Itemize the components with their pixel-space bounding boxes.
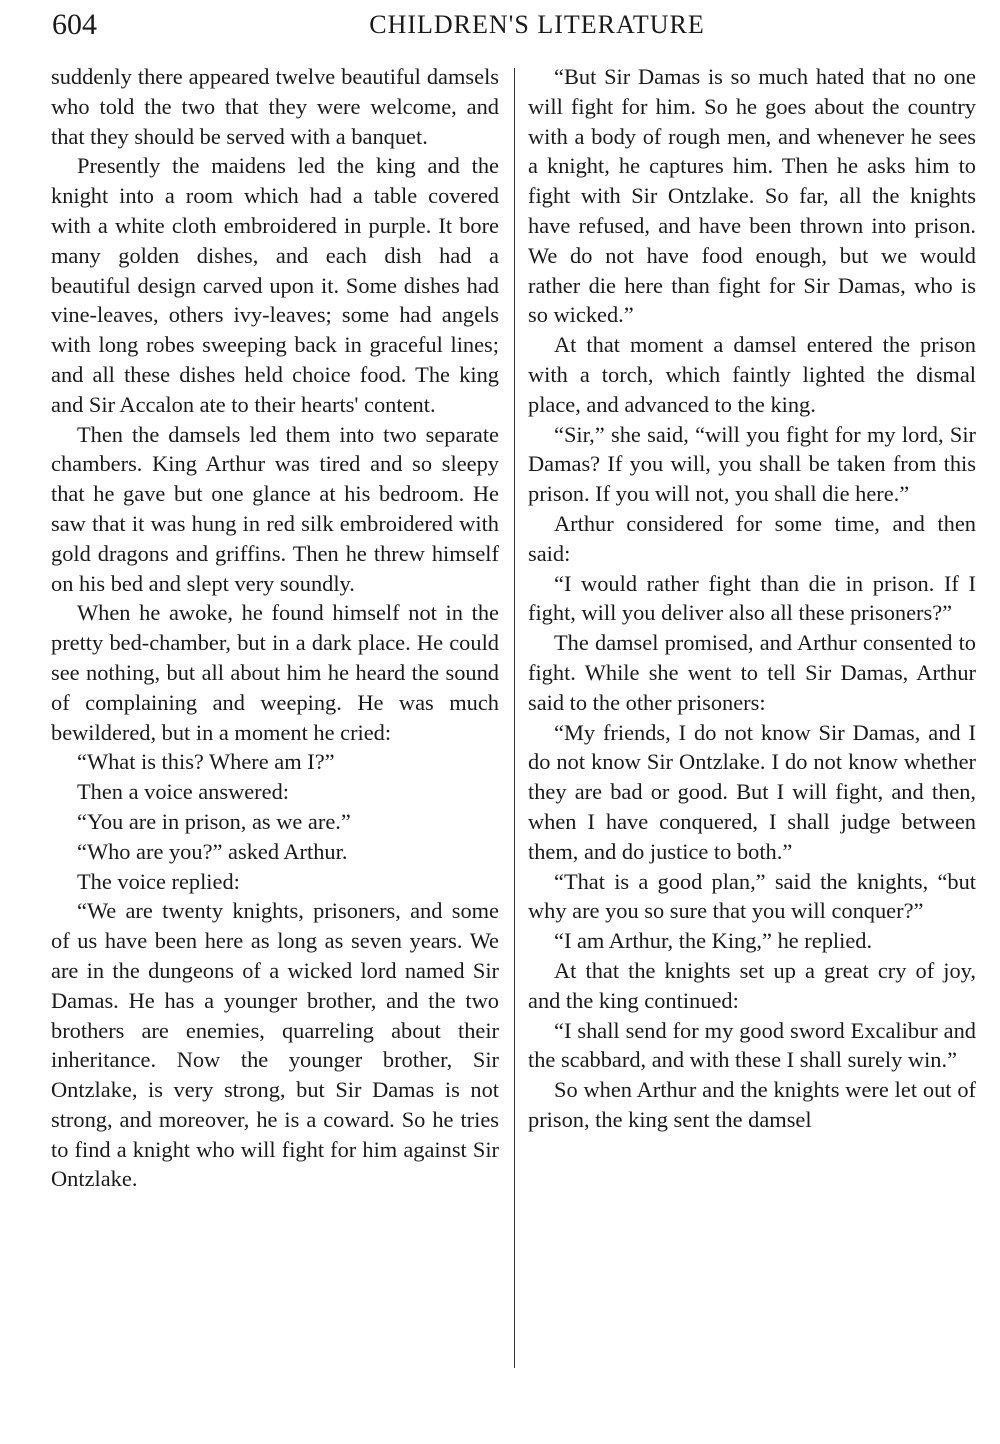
page-number: 604 — [52, 8, 97, 41]
column-divider — [514, 68, 515, 1368]
paragraph: Presently the maidens led the king and the knight into a room which had a table covered with a white cloth embroidered in purple. It bore many golden dishes, and each dish had a beautiful design carved upon it. Some dishes had vine-leaves, others ivy-leaves; some had angels with long robes sweeping back in graceful lines; and all these dishes held choice food. The king and Sir Accalon ate to their hearts' content. — [51, 153, 499, 417]
paragraph: “We are twenty knights, prisoners, and some of us have been here as long as seven years. We are in the dungeons of a wicked lord named Sir Damas. He has a younger brother, and the two brothers are enemies, quarreling about their inheritance. Now the younger brother, Sir Ontzlake, is very strong, but Sir Damas is not strong, and moreover, he is a coward. So he tries to find a knight who will fight for him against Sir Ontzlake. — [51, 898, 499, 1192]
paragraph: Arthur considered for some time, and then said: — [528, 510, 976, 566]
paragraph: Then the damsels led them into two separate chambers. King Arthur was tired and so sleepy that he gave but one glance at his bedroom. He saw that it was hung in red silk embroidered with gold dragons and griffins. Then he threw himself on his bed and slept very soundly. — [51, 421, 499, 596]
paragraph: “I shall send for my good sword Excalibur and the scabbard, and with these I shall surely win.” — [528, 1017, 976, 1073]
paragraph: “But Sir Damas is so much hated that no one will fight for him. So he goes about the country with a body of rough men, and whenever he sees a knight, he captures him. Then he asks him to fight with Sir Ontzlake. So far, all the knights have refused, and have been thrown into prison. We do not have food enough, but we would rather die here than fight for Sir Damas, who is so wicked.” — [528, 64, 976, 328]
paragraph: When he awoke, he found himself not in the pretty bed-chamber, but in a dark place. He could see nothing, but all about him he heard the sound of complaining and weeping. He was much bewildered, but in a moment he cried: — [51, 600, 499, 745]
paragraph: “I would rather fight than die in prison. If I fight, will you deliver also all these prisoners?” — [528, 570, 976, 626]
paragraph: “What is this? Where am I?” — [77, 749, 335, 775]
paragraph: “Sir,” she said, “will you fight for my lord, Sir Damas? If you will, you shall be taken from this prison. If you will not, you shall die here.” — [528, 421, 976, 507]
paragraph: At that the knights set up a great cry of joy, and the king continued: — [528, 957, 976, 1013]
paragraph: “You are in prison, as we are.” — [77, 808, 351, 834]
paragraph: Then a voice answered: — [77, 779, 289, 805]
paragraph: “I am Arthur, the King,” he replied. — [554, 928, 873, 954]
paragraph: The voice replied: — [77, 868, 240, 894]
paragraph: The damsel promised, and Arthur consented to fight. While she went to tell Sir Damas, Arthur said to the other prisoners: — [528, 630, 976, 715]
page-header — [52, 6, 972, 46]
paragraph: “That is a good plan,” said the knights, “but why are you so sure that you will conquer?” — [528, 868, 976, 924]
paragraph: “Who are you?” asked Arthur. — [77, 838, 348, 864]
paragraph: So when Arthur and the knights were let out of prison, the king sent the damsel — [528, 1077, 976, 1132]
paragraph: “My friends, I do not know Sir Damas, and I do not know Sir Ontzlake. I do not know whether they are bad or good. But I will fight, and then, when I have conquered, I shall judge between them, and do justice to both.” — [528, 719, 976, 864]
paragraph: At that moment a damsel entered the prison with a torch, which faintly lighted the dismal place, and advanced to the king. — [528, 332, 976, 417]
right-column — [528, 62, 976, 1135]
left-column — [51, 62, 499, 1194]
paragraph: suddenly there appeared twelve beautiful damsels who told the two that they were welcome, and that they should be served with a banquet. — [51, 64, 499, 149]
running-title: CHILDREN'S LITERATURE — [369, 10, 705, 39]
